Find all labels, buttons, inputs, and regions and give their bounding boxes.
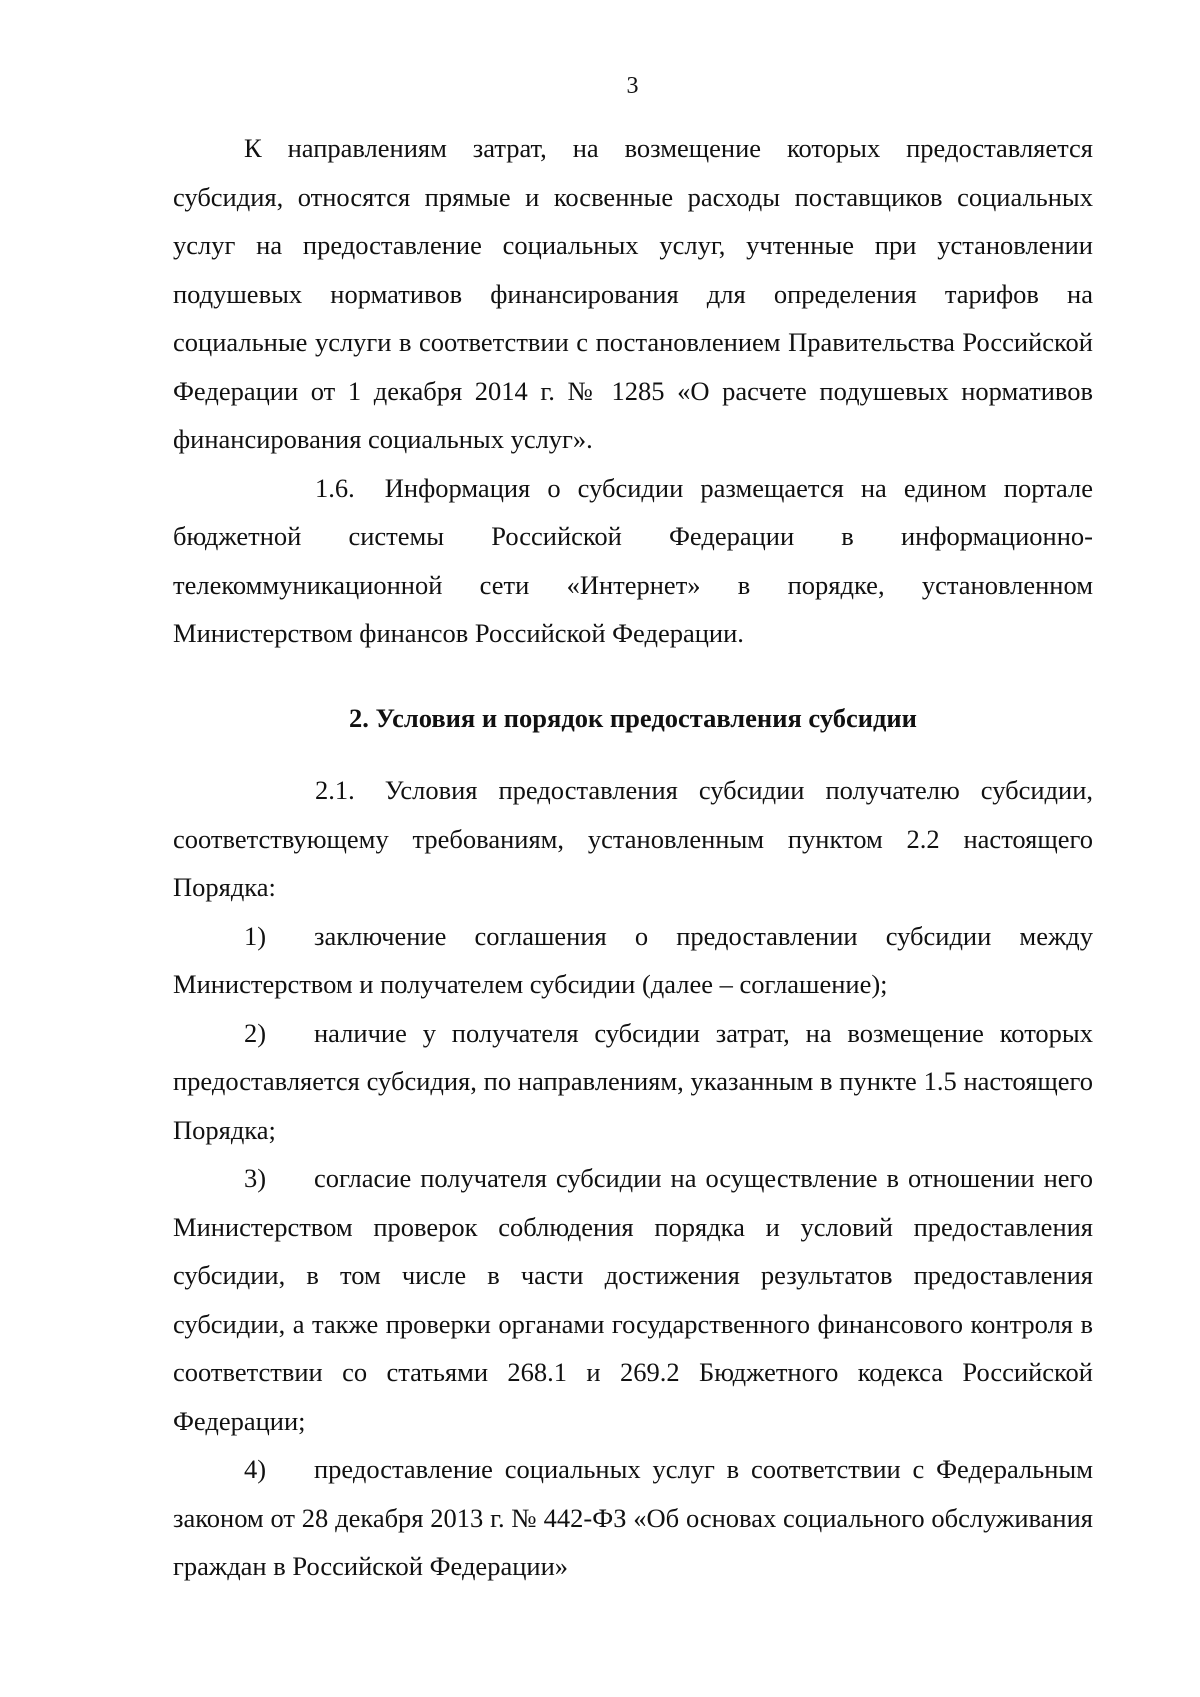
paragraph-expense-directions: К направлениям затрат, на возмещение которых предоставляется субсидия, относятся прямые и косвенные расходы поставщиков социальных услуг на предоставление социальных услуг, учтенные при установлении подушевых нормативов финансирования для определения тарифов на социальные услуги в соответствии с постановлением Правительства Российской Федерации от 1 декабря 2014 г. № 1285 «О расчете подушевых нормативов финансирования социальных услуг». (173, 133, 1093, 454)
page-number: 3 (626, 73, 639, 99)
list-item (173, 1445, 1093, 1591)
list-item-number: 4) (244, 1454, 267, 1484)
paragraph-number: 2.1. (315, 775, 355, 805)
list-item-number: 3) (244, 1163, 267, 1193)
paragraph-2-1 (173, 766, 1093, 912)
list-item-number: 2) (244, 1017, 267, 1048)
document-body (173, 124, 1093, 1591)
list-item (173, 912, 1093, 1009)
section-heading: 2. Условия и порядок предоставления субсидии (349, 702, 917, 733)
list-item-text: предоставление социальных услуг в соответствии с Федеральным законом от 28 декабря 2013 г. № 442-ФЗ «Об основах социального обслуживания граждан в Российской Федерации» (173, 1454, 1093, 1581)
paragraph-text: Условия предоставления субсидии получателю субсидии, соответствующему требованиям, установленным пунктом 2.2 настоящего Порядка: (173, 775, 1093, 902)
paragraph-text: Информация о субсидии размещается на едином портале бюджетной системы Российской Федерации в информационно-телекоммуникационной сети «Интернет» в порядке, установленном Министерством финансов Российской Федерации. (173, 472, 1093, 648)
list-item-text: согласие получателя субсидии на осуществление в отношении него Министерством проверок соблюдения порядка и условий предоставления субсидии, в том числе в части достижения результатов предоставления субсидии, а также проверки органами государственного финансового контроля в соответствии со статьями 268.1 и 269.2 Бюджетного кодекса Российской Федерации; (173, 1163, 1093, 1436)
list-item-number: 1) (244, 920, 267, 951)
list-item-text: заключение соглашения о предоставлении субсидии между Министерством и получателем субсидии (далее – соглашение); (173, 920, 1093, 999)
list-item-text: наличие у получателя субсидии затрат, на возмещение которых предоставляется субсидия, по направлениям, указанным в пункте 1.5 настоящего Порядка; (173, 1017, 1093, 1145)
list-item (173, 1009, 1093, 1155)
paragraph-1-6 (173, 464, 1093, 658)
paragraph-number: 1.6. (315, 472, 355, 503)
list-item (173, 1154, 1093, 1445)
